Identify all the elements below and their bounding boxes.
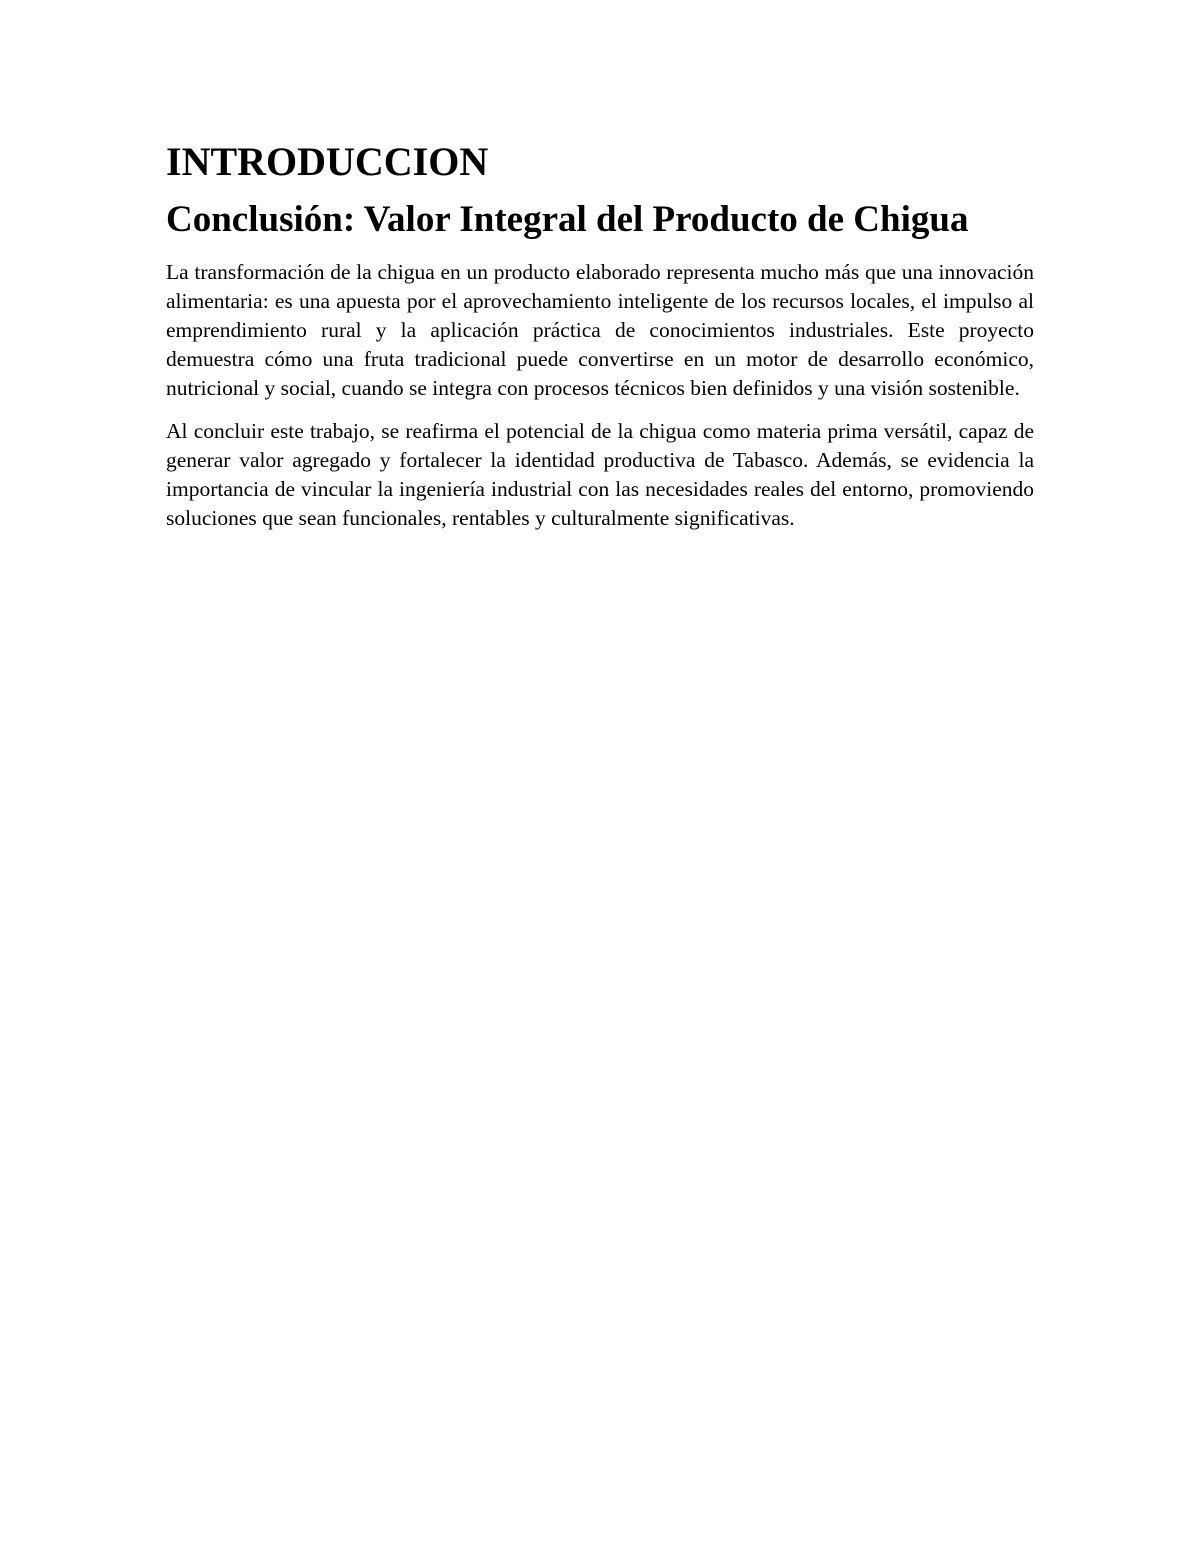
document-content bbox=[166, 138, 1034, 547]
section-heading: Conclusión: Valor Integral del Producto de Chigua bbox=[166, 199, 969, 240]
paragraph-1: La transformación de la chigua en un producto elaborado representa mucho más que una innovación alimentaria: es una apuesta por el aprovechamiento inteligente de los recursos locales, el impulso al emprendimiento rural y la aplicación práctica de conocimientos industriales. Este proyecto demuestra cómo una fruta tradicional puede convertirse en un motor de desarrollo económico, nutricional y social, cuando se integra con procesos técnicos bien definidos y una visión sostenible. bbox=[166, 260, 1034, 400]
page-title: INTRODUCCION bbox=[166, 139, 489, 184]
paragraph-2: Al concluir este trabajo, se reafirma el potencial de la chigua como materia prima versátil, capaz de generar valor agregado y fortalecer la identidad productiva de Tabasco. Además, se evidencia la importancia de vincular la ingeniería industrial con las necesidades reales del entorno, promoviendo soluciones que sean funcionales, rentables y culturalmente significativas. bbox=[166, 419, 1034, 530]
